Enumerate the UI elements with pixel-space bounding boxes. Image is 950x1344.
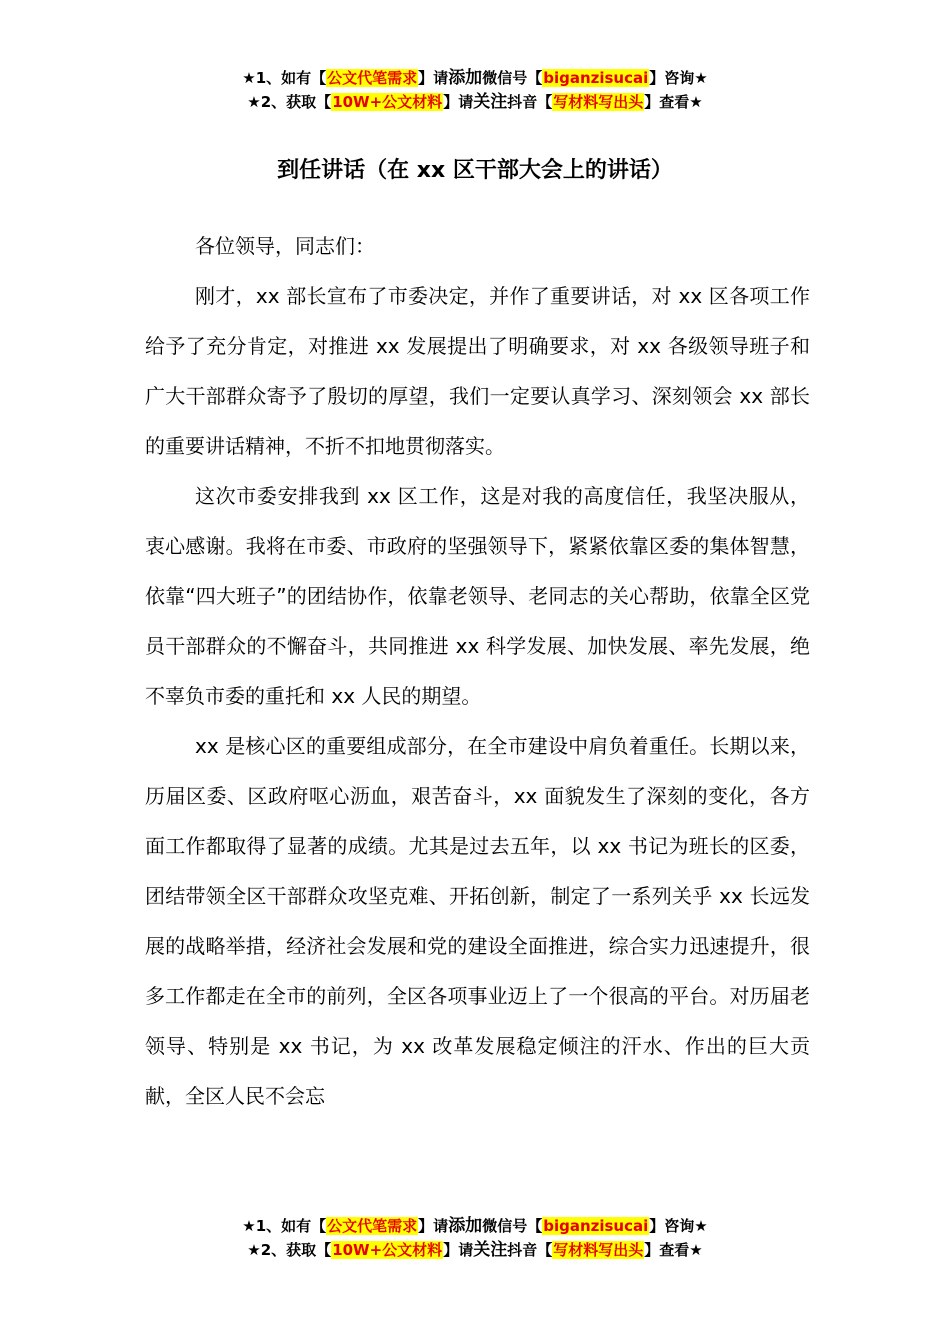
paragraph: 这次市委安排我到 xx 区工作，这是对我的高度信任，我坚决服从，衷心感谢。我将在市委、市政府的坚强领导下，紧紧依靠区委的集体智慧，依靠“四大班子”的团结协作，依靠老领导、老同志的关心帮助，依靠全区党员干部群众的不懈奋斗，共同推进 xx 科学发展、加快发展、率先发展，绝不辜负市委的重托和 xx 人民的期望。: [145, 484, 810, 708]
banner-line-2: ★2、获取【10W+公文材料】请关注抖音【写材料写出头】查看★: [247, 1240, 703, 1260]
banner-highlight: 10W+公文材料: [332, 93, 443, 111]
document-body: [145, 221, 810, 1121]
footer-banner: [0, 1214, 950, 1262]
banner-douyin-id: 写材料写出头: [553, 1241, 644, 1259]
banner-douyin-id: 写材料写出头: [553, 93, 644, 111]
banner-wechat-id: biganzisucai: [543, 1217, 649, 1235]
header-banner: [0, 66, 950, 114]
document-title: 到任讲话（在 xx 区干部大会上的讲话）: [277, 158, 673, 183]
banner-line-1: ★1、如有【公文代笔需求】请添加微信号【biganzisucai】咨询★: [242, 68, 708, 88]
banner-line-1: ★1、如有【公文代笔需求】请添加微信号【biganzisucai】咨询★: [242, 1216, 708, 1236]
banner-highlight: 公文代笔需求: [327, 69, 418, 87]
banner-wechat-id: biganzisucai: [543, 69, 649, 87]
paragraph: xx 是核心区的重要组成部分，在全市建设中肩负着重任。长期以来，历届区委、区政府呕心沥血，艰苦奋斗，xx 面貌发生了深刻的变化，各方面工作都取得了显著的成绩。尤其是过去五年，以 xx 书记为班长的区委，团结带领全区干部群众攻坚克难、开拓创新，制定了一系列关乎 xx 长远发展的战略举措，经济社会发展和党的建设全面推进，综合实力迅速提升，很多工作都走在全市的前列，全区各项事业迈上了一个很高的平台。对历届老领导、特别是 xx 书记，为 xx 改革发展稳定倾注的汗水、作出的巨大贡献，全区人民不会忘: [145, 734, 810, 1108]
banner-highlight: 10W+公文材料: [332, 1241, 443, 1259]
salutation: 各位领导，同志们：: [195, 234, 375, 258]
banner-highlight: 公文代笔需求: [327, 1217, 418, 1235]
paragraph: 刚才，xx 部长宣布了市委决定，并作了重要讲话，对 xx 区各项工作给予了充分肯定，对推进 xx 发展提出了明确要求，对 xx 各级领导班子和广大干部群众寄予了殷切的厚望，我们一定要认真学习、深刻领会 xx 部长的重要讲话精神，不折不扣地贯彻落实。: [145, 284, 810, 458]
banner-line-2: ★2、获取【10W+公文材料】请关注抖音【写材料写出头】查看★: [247, 92, 703, 112]
